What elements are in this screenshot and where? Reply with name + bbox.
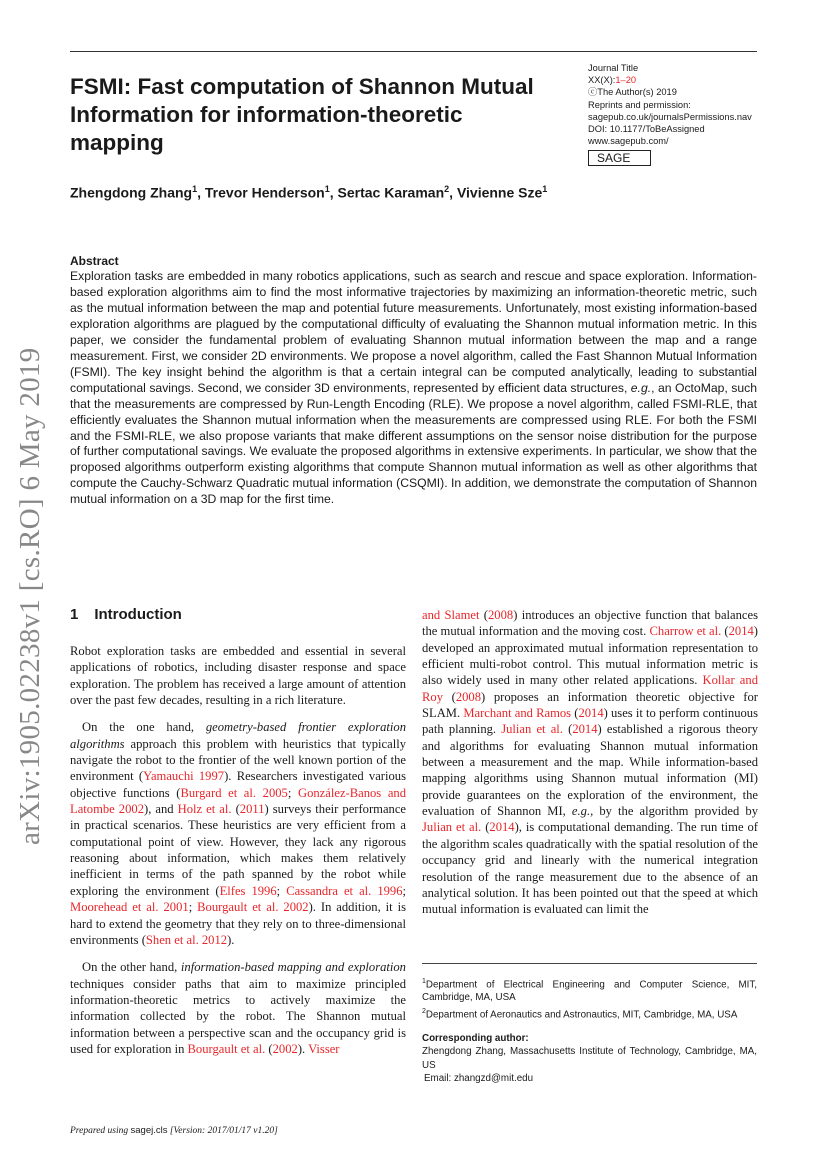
citation-link[interactable]: 2011: [239, 802, 265, 817]
citation-link[interactable]: Julian et al.: [422, 820, 482, 835]
citation-link[interactable]: Cassandra et al. 1996: [286, 883, 403, 898]
citation-link[interactable]: 2014: [572, 722, 598, 737]
citation-link[interactable]: Shen et al. 2012: [145, 932, 228, 947]
footnotes: [422, 975, 757, 1085]
body-text: ;: [188, 900, 198, 915]
doi: DOI: 10.1177/ToBeAssigned: [588, 124, 705, 135]
body-text: ) developed an approximated mutual information representation to efficient multi-robot control. This mutual information metric is also widely used in many other related applications.: [422, 624, 758, 688]
paper-title: FSMI: Fast computation of Shannon Mutual Information for information-theoretic mapping: [70, 74, 534, 155]
page-footer: Prepared using sagej.cls [Version: 2017/01/17 v1.20]: [70, 1125, 278, 1136]
paragraph: [70, 643, 406, 708]
citation-link[interactable]: Bourgault et al.: [187, 1041, 266, 1056]
citation-link[interactable]: and Slamet: [422, 608, 480, 622]
citation-link[interactable]: Holz et al.: [177, 802, 232, 817]
author: Sertac Karaman: [337, 184, 445, 201]
abstract-body: [70, 269, 757, 508]
body-text: Robot exploration tasks are embedded and essential in several applications of robotics, including disaster response and space exploration. The problem has received a large amount of attention over the past few decades, resulting in a rich literature.: [70, 644, 406, 708]
body-text: , an OctoMap, such that the measurements are compressed by Run-Length Encoding (RLE). We propose a novel algorithm, called FSMI-RLE, that efficiently evaluates the Shannon mutual information when the measurements are compressed using RLE. For both the FSMI and the FSMI-RLE, we also propose variants that make different assumptions on the sensor noise distribution for the purpose of further computational savings. We evaluate the proposed algorithms in extensive experiments. In particular, we show that the proposed algorithms outperform existing algorithms that compute Shannon mutual information as well as other algorithms that compute the Cauchy-Schwarz Quadratic mutual information (CSQMI). In addition, we demonstrate the computation of Shannon mutual information on a 3D map for the first time.: [70, 380, 757, 507]
corresponding-author: Zhengdong Zhang, Massachusetts Institute of Technology, Cambridge, MA, US: [422, 1046, 757, 1071]
body-text: ) surveys their performance in practical scenarios. These heuristics are very efficient from a computational point of view. However, they lack any rigorous reasoning about information, which makes them relatively inefficient in terms of the path spanned by the robot while exploring the environment (: [70, 802, 407, 898]
abstract-heading: Abstract: [70, 254, 119, 268]
paragraph: [422, 607, 758, 918]
citation-link[interactable]: 2008: [488, 608, 514, 622]
affiliation-mark: 2: [444, 184, 450, 194]
body-text: ) introduces an objective function that balances the mutual information and the moving cost.: [422, 608, 759, 639]
email: Email: zhangzd@mit.edu: [424, 1072, 534, 1084]
author: Zhengdong Zhang: [70, 184, 193, 201]
body-text: (: [721, 624, 729, 639]
paragraph: [70, 719, 406, 948]
body-text: ), is computational demanding. The run time of the algorithm scales quadratically with the spatial resolution of the occupancy grid and linearly with the numerical integration resolution of the range measurement due to the absence of an analytical solution. It has been pointed out that the speed at which mutual information is evaluated can limit the: [422, 820, 758, 917]
left-column: [70, 643, 406, 1068]
citation-link[interactable]: 2014: [728, 624, 754, 639]
body-text: (: [571, 706, 579, 721]
body-text: ) proposes an information theoretic objective for SLAM.: [422, 689, 758, 721]
reprints: Reprints and permission:: [588, 99, 691, 110]
arxiv-stamp: arXiv:1905.02238v1 [cs.RO] 6 May 2019: [14, 347, 46, 845]
corresponding-heading: Corresponding author:: [422, 1033, 529, 1045]
emphasis-text: geometry-based frontier exploration algorithms: [70, 720, 406, 751]
citation-link[interactable]: Moorehead et al. 2001: [70, 900, 189, 915]
affiliation-mark: 1: [324, 184, 330, 194]
body-text: ;: [402, 883, 407, 898]
citation-link[interactable]: Julian et al.: [501, 722, 563, 737]
body-text: ), and: [144, 802, 178, 817]
body-text: (: [479, 608, 488, 622]
citation-link[interactable]: Yamauchi 1997: [143, 769, 225, 784]
reprints-url[interactable]: sagepub.co.uk/journalsPermissions.nav: [588, 111, 752, 122]
right-column: [422, 607, 758, 929]
body-text: On the one hand,: [82, 720, 206, 735]
citation-link[interactable]: Kollar and Roy: [422, 673, 758, 704]
journal-volume-pages: XX(X):1–20: [588, 75, 637, 86]
body-text: ). In addition, it is hard to extend the geometry that they rely on to three-dimensional environments (: [70, 900, 406, 947]
top-rule: [70, 51, 757, 52]
body-text: , by the algorithm provided by: [590, 804, 759, 819]
author: Vivienne Sze: [456, 184, 543, 201]
author: Trevor Henderson: [204, 184, 325, 201]
body-text: (: [231, 802, 240, 817]
emphasis-text: e.g.: [571, 804, 591, 819]
body-text: (: [562, 722, 573, 737]
body-text: ). Researchers investigated various objective functions (: [70, 769, 406, 800]
affiliation-2: $^2$Department of Aeronautics and Astronautics, MIT, Cambridge, MA, USA: [422, 1007, 738, 1020]
citation-link[interactable]: Elfes 1996: [219, 883, 277, 898]
author-list: Zhengdong Zhang$^1$, Trevor Henderson$^1$, Sertac Karaman$^2$, Vivienne Sze$^1$: [70, 184, 548, 201]
body-text: approach this problem with heuristics that typically navigate the robot to the frontier of the well known portion of the environment (: [70, 736, 406, 784]
body-text: ).: [227, 932, 235, 947]
body-text: ;: [287, 785, 298, 800]
copyright: ⓒThe Author(s) 2019: [588, 87, 677, 98]
body-text: Exploration tasks are embedded in many robotics applications, such as search and rescue and space exploration. Information-based exploration algorithms aim to find the most informative trajectories by maximizing an information-theoretic metric, such as the mutual information between the map and potential future measurements. Unfortunately, most existing information-based exploration algorithms are plagued by the computational difficulty of evaluating the Shannon mutual information metric. In this paper, we consider the fundamental problem of evaluating Shannon mutual information between the map and a range measurement. First, we consider 2D environments. We propose a novel algorithm, called the Fast Shannon Mutual Information (FSMI). The key insight behind the algorithm is that a certain integral can be computed analytically, leading to substantial computational savings. Second, we consider 3D environments, represented by efficient data structures,: [70, 269, 757, 395]
paragraph: [70, 959, 406, 1057]
citation-link[interactable]: Bourgault et al. 2002: [197, 900, 309, 915]
body-text: (: [481, 820, 490, 835]
sage-logo: SAGE: [588, 150, 651, 166]
affiliation-mark: 1: [542, 184, 548, 194]
body-text: techniques consider paths that aim to maximize principled information-theoretic metrics to actively maximize the information collected by the robot. The Shannon mutual information between a perspective scan and the occupancy grid is used for exploration in: [70, 976, 406, 1056]
body-text: (: [265, 1041, 273, 1056]
website[interactable]: www.sagepub.com/: [588, 136, 669, 147]
journal-name: Journal Title: [588, 63, 639, 73]
citation-link[interactable]: 2002: [272, 1041, 298, 1056]
body-text: ) established a rigorous theory and algorithms for evaluating Shannon mutual information between a measurement and the map. While information-based mapping algorithms using Shannon mutual information (MI) provide guarantees on the exploration of the environment, the evaluation of Shannon MI,: [422, 722, 759, 819]
pages-link[interactable]: 1–20: [615, 75, 637, 86]
section-heading: 1 Introduction: [70, 606, 182, 623]
journal-info: [588, 62, 752, 166]
body-text: (: [443, 689, 456, 704]
citation-link[interactable]: Visser: [308, 1041, 340, 1056]
body-text: ;: [276, 883, 287, 898]
footnote-rule: [422, 963, 757, 964]
citation-link[interactable]: Charrow et al.: [649, 624, 722, 639]
citation-link[interactable]: 2014: [489, 820, 515, 835]
citation-link[interactable]: Burgard et al. 2005: [180, 785, 288, 800]
affiliation-mark: 1: [192, 184, 198, 194]
citation-link[interactable]: González-Banos and Latombe 2002: [70, 785, 407, 817]
affiliation-1: $^1$Department of Electrical Engineering and Computer Science, MIT, Cambridge, MA, USA: [422, 978, 757, 1004]
citation-link[interactable]: 2008: [455, 689, 482, 704]
body-text: ).: [297, 1041, 309, 1056]
emphasis-text: e.g.: [630, 380, 652, 395]
body-text: On the other hand,: [82, 960, 181, 975]
citation-link[interactable]: 2014: [578, 706, 604, 721]
citation-link[interactable]: Marchant and Ramos: [463, 706, 572, 721]
body-text: ) uses it to perform continuous path planning.: [422, 706, 759, 737]
emphasis-text: information-based mapping and exploration: [180, 960, 406, 975]
